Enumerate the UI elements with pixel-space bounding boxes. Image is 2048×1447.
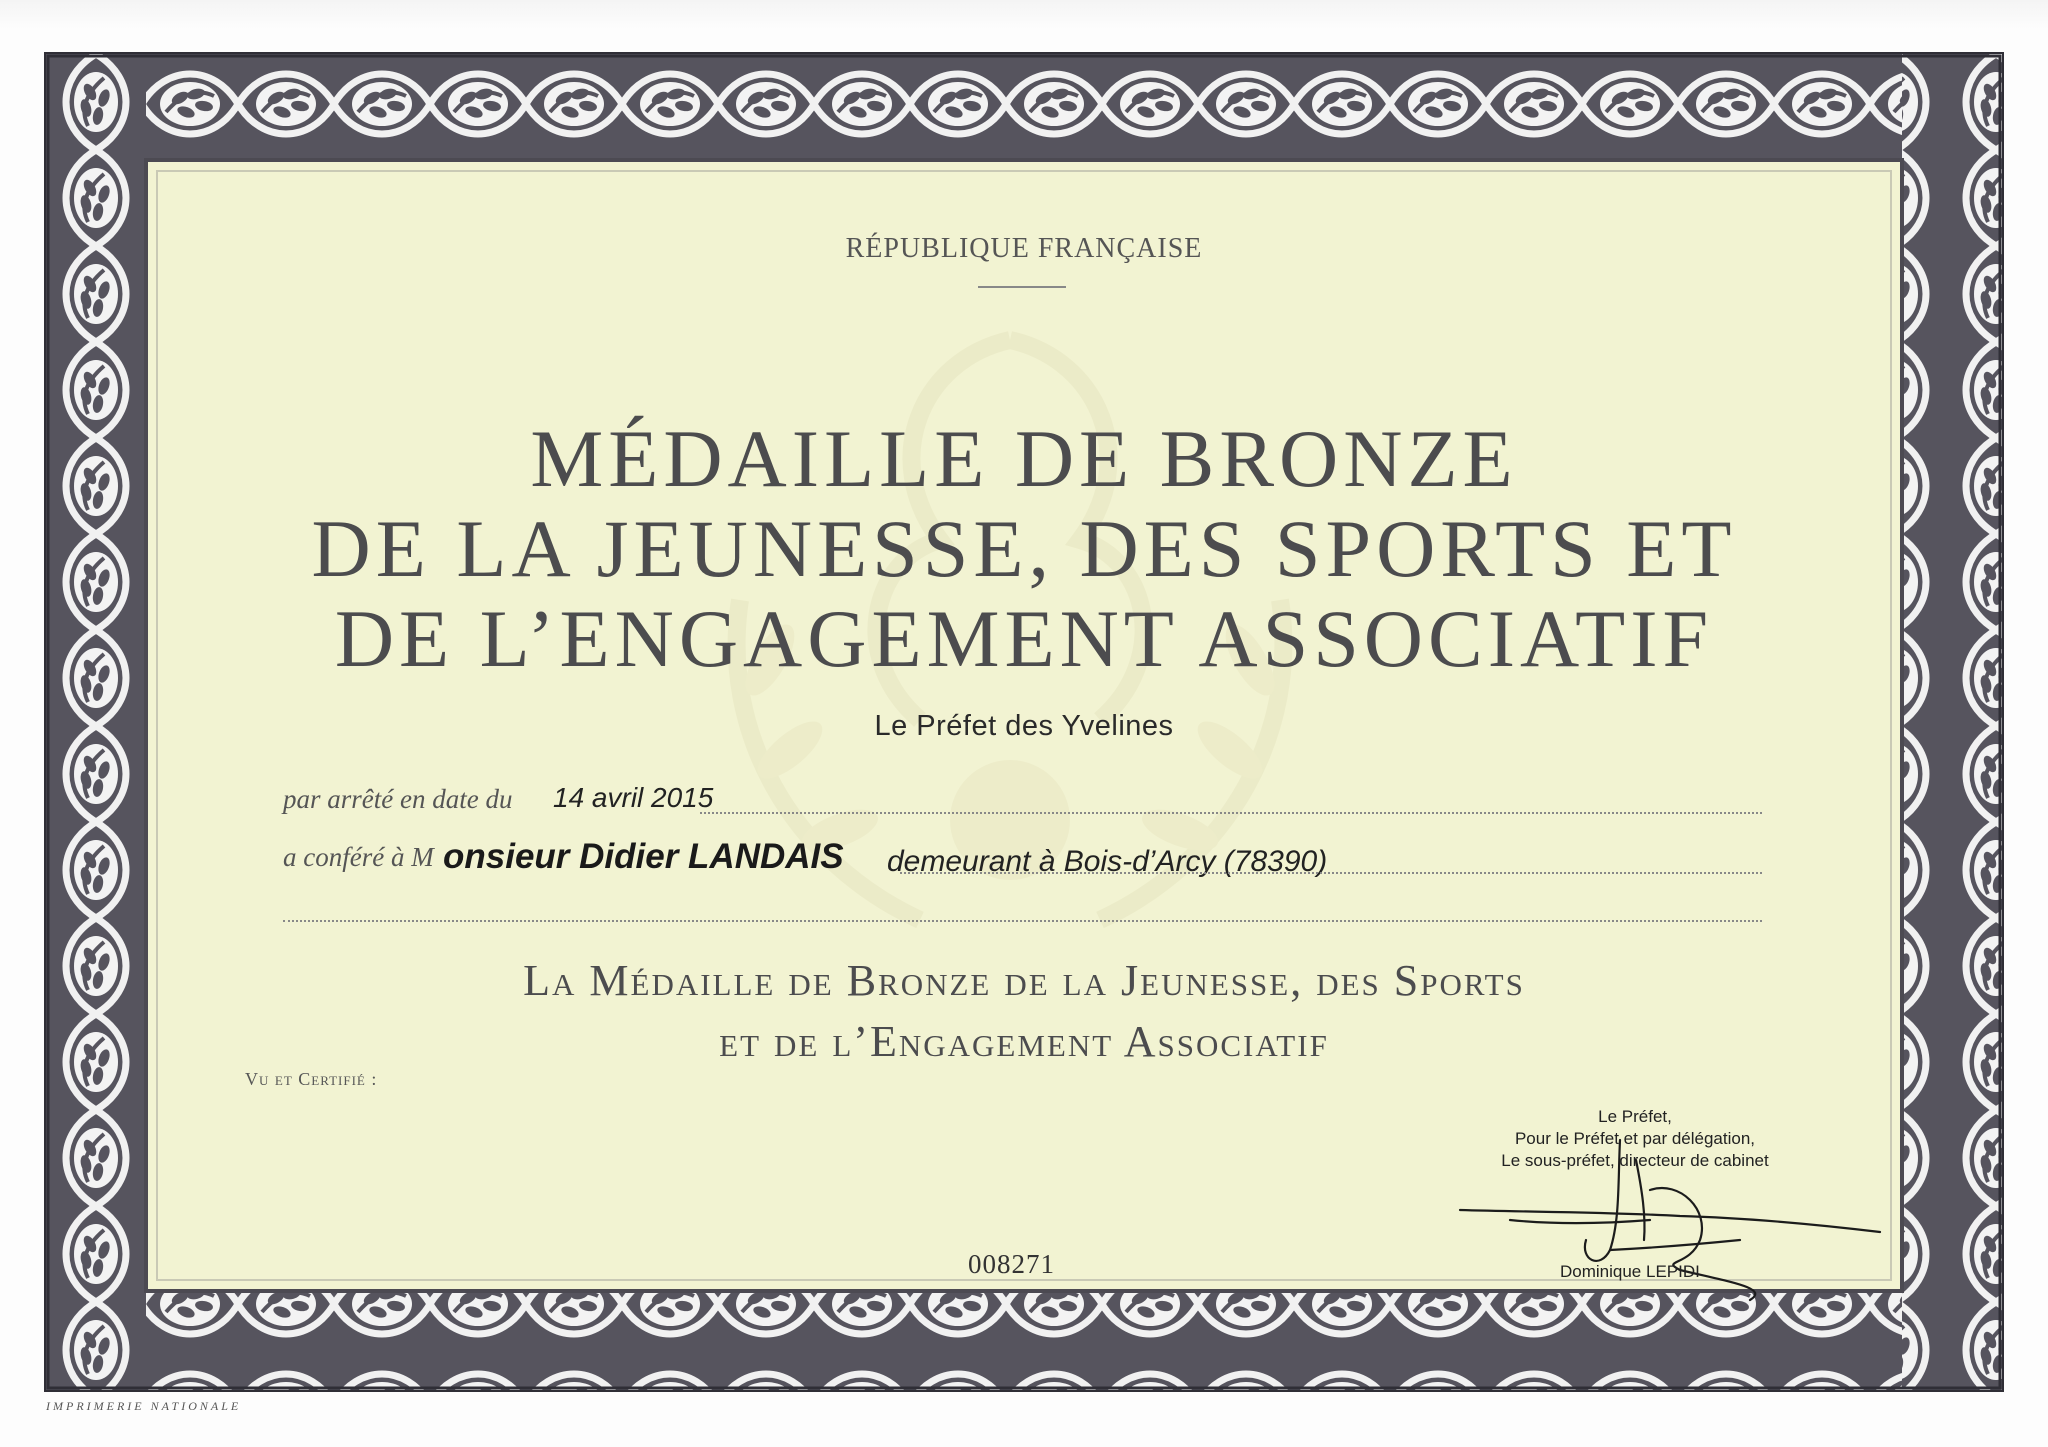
dotted-line: [700, 812, 1762, 814]
recipient-name: onsieur Didier LANDAIS: [443, 837, 844, 876]
certified-label: Vu et Certifié :: [245, 1069, 378, 1089]
certificate-title-line-3: DE L’ENGAGEMENT ASSOCIATIF: [334, 593, 1714, 684]
printer-imprint: IMPRIMERIE NATIONALE: [46, 1399, 242, 1413]
decree-date-label: par arrêté en date du: [283, 784, 513, 814]
award-line-1: La Médaille de Bronze de la Jeunesse, des Sports: [523, 956, 1525, 1005]
award-line-2: et de l’Engagement Associatif: [719, 1017, 1329, 1066]
certificate-title-line-1: MÉDAILLE DE BRONZE: [530, 413, 1518, 504]
dotted-line: [283, 920, 1762, 922]
recipient-residence: demeurant à Bois-d’Arcy (78390): [887, 845, 1328, 878]
signatory-block: [1435, 1106, 1835, 1172]
issuing-authority: Le Préfet des Yvelines: [874, 710, 1174, 742]
dotted-line: [900, 872, 1762, 874]
certificate-title-line-2: DE LA JEUNESSE, DES SPORTS ET: [311, 503, 1737, 594]
signatory-line-2: Pour le Préfet et par délégation,: [1514, 1129, 1756, 1148]
serial-number: 008271: [968, 1249, 1055, 1279]
republic-heading: RÉPUBLIQUE FRANÇAISE: [845, 233, 1203, 264]
conferred-label: a conféré à M: [283, 842, 434, 872]
divider: [978, 286, 1066, 288]
signatory-line-1: Le Préfet,: [1598, 1107, 1672, 1126]
signatory-line-3: Le sous-préfet, directeur de cabinet: [1501, 1151, 1769, 1170]
decree-date-value: 14 avril 2015: [553, 782, 714, 813]
signatory-name: Dominique LEPIDI: [1560, 1262, 1700, 1281]
